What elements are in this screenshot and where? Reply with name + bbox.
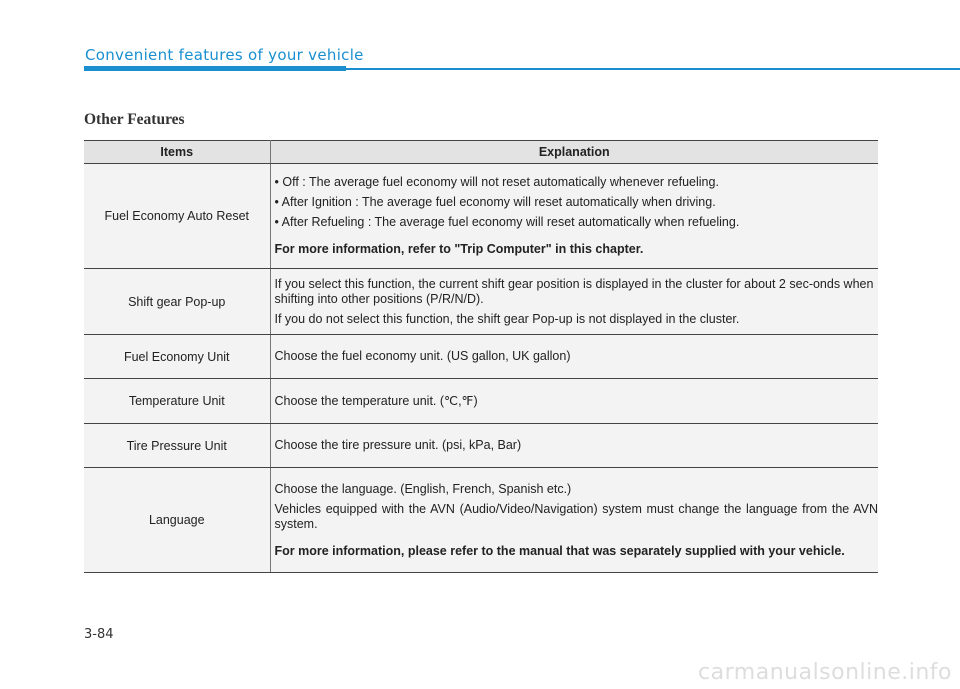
features-table xyxy=(84,140,878,573)
column-header-items: Items xyxy=(84,141,270,164)
explanation-language xyxy=(270,468,878,573)
watermark: carmanualsonline.info xyxy=(698,660,952,685)
item-tire-pressure-unit: Tire Pressure Unit xyxy=(84,424,270,468)
explanation-temperature-unit xyxy=(270,379,878,424)
item-shift-gear-pop-up: Shift gear Pop-up xyxy=(84,269,270,335)
item-language: Language xyxy=(84,468,270,573)
explanation-line: Choose the fuel economy unit. (US gallon, UK gallon) xyxy=(274,349,571,363)
explanation-note: For more information, refer to "Trip Computer" in this chapter. xyxy=(274,242,644,256)
item-temperature-unit: Temperature Unit xyxy=(84,379,270,424)
column-header-explanation: Explanation xyxy=(270,141,878,164)
explanation-line: If you select this function, the current shift gear position is displayed in the cluster for about 2 sec-onds when shifting into other positions (P/R/N/D). xyxy=(274,276,874,306)
table-row xyxy=(84,468,878,573)
explanation-line: Choose the tire pressure unit. (psi, kPa, Bar) xyxy=(274,438,522,452)
table-header-row xyxy=(84,141,878,164)
explanation-tire-pressure-unit xyxy=(270,424,878,468)
chapter-title: Convenient features of your vehicle xyxy=(85,46,364,64)
item-fuel-economy-unit: Fuel Economy Unit xyxy=(84,335,270,379)
explanation-line: • Off : The average fuel economy will not reset automatically whenever refueling. xyxy=(274,175,719,189)
table-row xyxy=(84,164,878,269)
explanation-note: For more information, please refer to the manual that was separately supplied with your vehicle. xyxy=(274,543,845,558)
table-row xyxy=(84,269,878,335)
explanation-line: • After Ignition : The average fuel economy will reset automatically when driving. xyxy=(274,195,716,209)
explanation-line: Vehicles equipped with the AVN (Audio/Video/Navigation) system must change the language from the AVN system. xyxy=(274,501,878,531)
explanation-fuel-economy-auto-reset xyxy=(270,164,878,269)
explanation-shift-gear-pop-up xyxy=(270,269,878,335)
table-row xyxy=(84,424,878,468)
explanation-line: Choose the temperature unit. (℃,℉) xyxy=(274,393,478,408)
explanation-line: • After Refueling : The average fuel economy will reset automatically when refueling. xyxy=(274,215,740,229)
section-title: Other Features xyxy=(84,111,185,128)
explanation-line: Choose the language. (English, French, Spanish etc.) xyxy=(274,481,572,496)
table-row xyxy=(84,335,878,379)
explanation-line: If you do not select this function, the shift gear Pop-up is not displayed in the cluster. xyxy=(274,311,740,326)
header-rule xyxy=(346,68,960,70)
explanation-fuel-economy-unit xyxy=(270,335,878,379)
table-row xyxy=(84,379,878,424)
page-number: 3-84 xyxy=(84,627,114,642)
item-fuel-economy-auto-reset: Fuel Economy Auto Reset xyxy=(84,164,270,269)
chapter-title-underline xyxy=(84,66,346,71)
